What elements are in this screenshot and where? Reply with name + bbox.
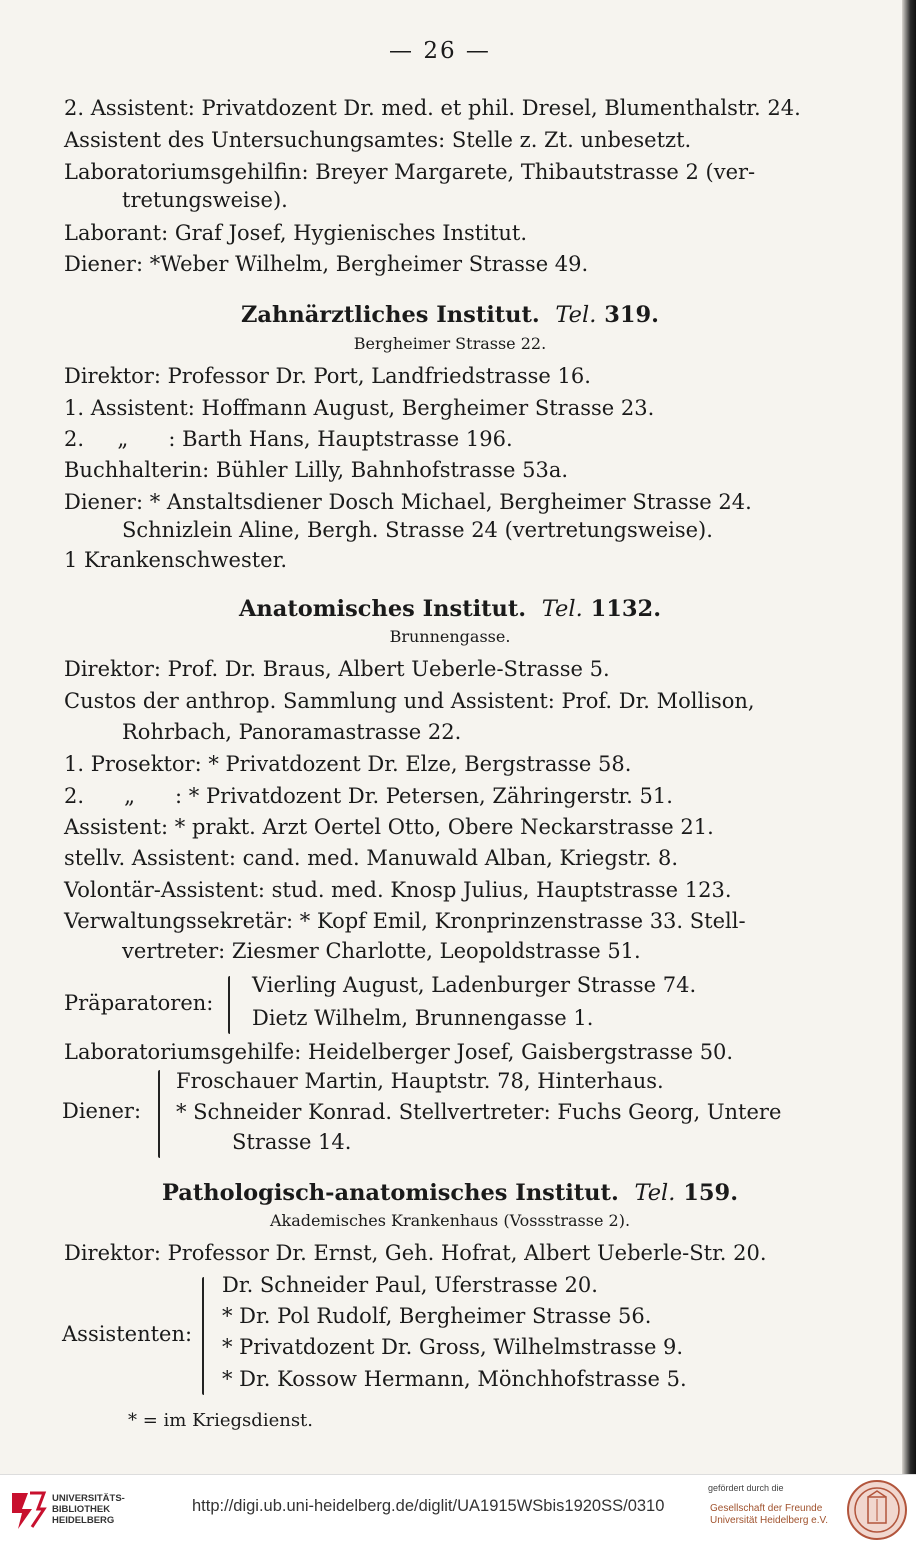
text-line: Direktor: Professor Dr. Port, Landfriedstrasse 16. [64,364,591,388]
library-line: HEIDELBERG [52,1515,115,1526]
section-heading [0,596,900,622]
tel-number: 319. [604,302,660,328]
section-address: Akademisches Krankenhaus (Vossstrasse 2). [269,1211,631,1230]
section-heading [0,302,900,328]
library-name [52,1493,125,1526]
text-line: vertreter: Ziesmer Charlotte, Leopoldstrasse 51. [122,939,641,963]
text-line: 2. „ : Barth Hans, Hauptstrasse 196. [64,427,513,451]
library-line: BIBLIOTHEK [52,1504,111,1515]
tel-number: 159. [683,1180,739,1206]
text-line: Diener: *Weber Wilhelm, Bergheimer Strasse 49. [64,252,589,276]
text-line: Vierling August, Ladenburger Strasse 74. [252,973,697,997]
text-line: * Privatdozent Dr. Gross, Wilhelmstrasse 9. [222,1335,684,1359]
text-line: Strasse 14. [232,1130,352,1154]
text-line: Direktor: Professor Dr. Ernst, Geh. Hofrat, Albert Ueberle-Str. 20. [64,1241,767,1265]
society-line: Gesellschaft der Freunde [710,1503,823,1514]
tel-label: Tel. [555,302,597,328]
brace [228,976,230,1034]
tel-label: Tel. [634,1180,676,1206]
section-title: Anatomisches Institut. [238,596,527,622]
text-line: Dr. Schneider Paul, Uferstrasse 20. [222,1273,598,1297]
source-url-link[interactable]: http://digi.ub.uni-heidelberg.de/diglit/UA1915WSbis1920SS/0310 [192,1497,665,1515]
section-address: Bergheimer Strasse 22. [353,334,547,353]
tel-label: Tel. [541,596,583,622]
text-line: Buchhalterin: Bühler Lilly, Bahnhofstrasse 53a. [64,458,569,482]
text-line: Froschauer Martin, Hauptstr. 78, Hinterhaus. [176,1069,664,1093]
text-line: 2. „ : * Privatdozent Dr. Petersen, Zähringerstr. 51. [64,784,673,808]
library-line: UNIVERSITÄTS- [52,1493,125,1504]
text-line: Direktor: Prof. Dr. Braus, Albert Ueberle-Strasse 5. [64,657,610,681]
text-line: Schnizlein Aline, Bergh. Strasse 24 (vertretungsweise). [122,518,713,542]
text-line: * Schneider Konrad. Stellvertreter: Fuchs Georg, Untere [176,1100,782,1124]
university-seal-icon [846,1479,908,1541]
praeparatoren-label: Präparatoren: [64,991,214,1015]
text-line: 1. Prosektor: * Privatdozent Dr. Elze, Bergstrasse 58. [64,752,632,776]
section-address: Brunnengasse. [389,627,511,646]
text-line: tretungsweise). [122,188,288,212]
text-line: Laboratoriumsgehilfin: Breyer Margarete, Thibautstrasse 2 (ver- [64,160,756,184]
text-line: Laboratoriumsgehilfe: Heidelberger Josef, Gaisbergstrasse 50. [64,1040,734,1064]
funded-by-text: gefördert durch die [708,1483,784,1493]
page-edge-shadow [902,0,916,1474]
library-logo-icon[interactable] [8,1487,48,1533]
page-number: — 26 — [389,38,491,64]
tel-number: 1132. [590,596,662,622]
section-heading [0,1180,900,1206]
text-line: Assistent: * prakt. Arzt Oertel Otto, Obere Neckarstrasse 21. [64,815,714,839]
text-line: Verwaltungssekretär: * Kopf Emil, Kronprinzenstrasse 33. Stell- [64,909,746,933]
text-line: Diener: * Anstaltsdiener Dosch Michael, Bergheimer Strasse 24. [64,490,752,514]
text-line: 1. Assistent: Hoffmann August, Bergheimer Strasse 23. [64,396,655,420]
text-line: Volontär-Assistent: stud. med. Knosp Julius, Hauptstrasse 123. [64,878,732,902]
text-line: Dietz Wilhelm, Brunnengasse 1. [252,1006,594,1030]
society-name[interactable] [710,1503,828,1527]
text-line: 1 Krankenschwester. [64,548,288,572]
text-line: * Dr. Pol Rudolf, Bergheimer Strasse 56. [222,1304,652,1328]
text-line: Assistent des Untersuchungsamtes: Stelle z. Zt. unbesetzt. [64,128,692,152]
society-line: Universität Heidelberg e.V. [710,1515,829,1526]
brace [202,1277,204,1395]
brace [158,1070,160,1158]
footnote: * = im Kriegsdienst. [128,1410,314,1431]
footer-bar [0,1474,916,1545]
section-title: Zahnärztliches Institut. [240,302,540,328]
text-line: 2. Assistent: Privatdozent Dr. med. et phil. Dresel, Blumenthalstr. 24. [64,96,801,120]
section-title: Pathologisch-anatomisches Institut. [161,1180,619,1206]
diener-label: Diener: [62,1099,142,1123]
text-line: * Dr. Kossow Hermann, Mönchhofstrasse 5. [222,1367,687,1391]
assistenten-label: Assistenten: [62,1322,193,1346]
text-line: Rohrbach, Panoramastrasse 22. [122,720,462,744]
text-line: Custos der anthrop. Sammlung und Assistent: Prof. Dr. Mollison, [64,689,755,713]
text-line: Laborant: Graf Josef, Hygienisches Institut. [64,221,528,245]
text-line: stellv. Assistent: cand. med. Manuwald Alban, Kriegstr. 8. [64,846,679,870]
